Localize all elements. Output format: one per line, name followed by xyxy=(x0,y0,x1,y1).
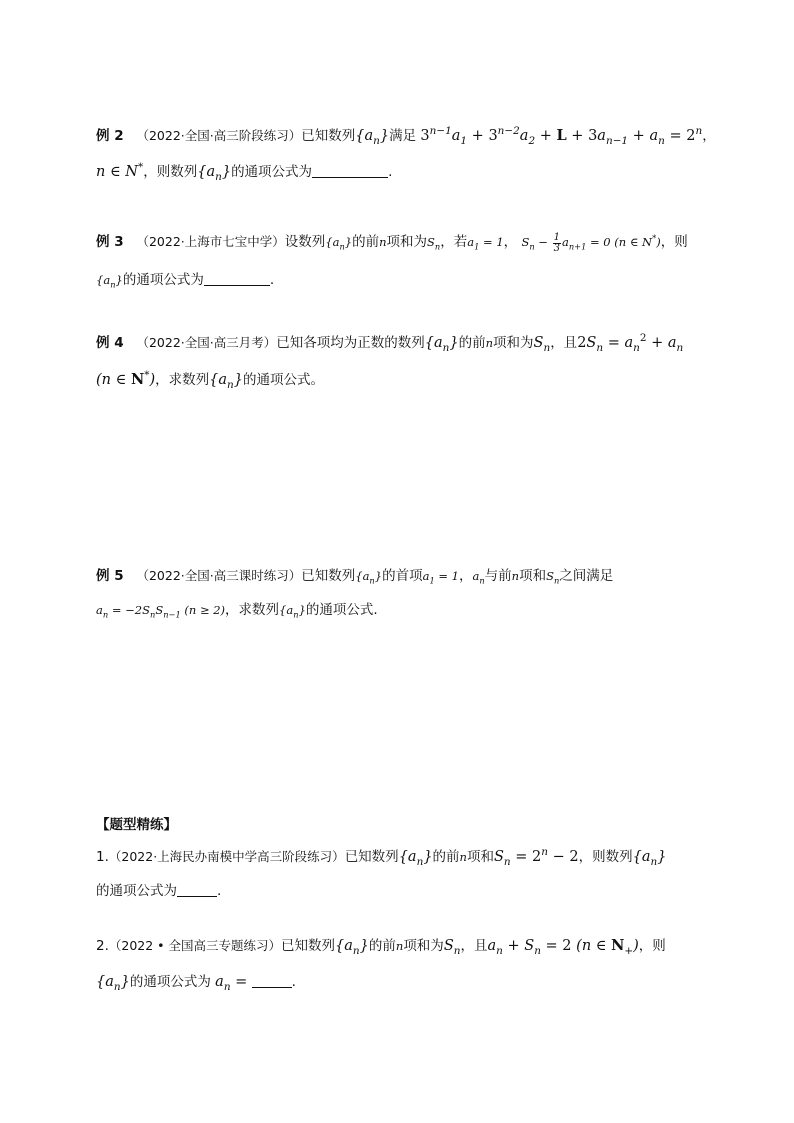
sequence-symbol: $\{a_n\}$ xyxy=(424,335,459,354)
variable-n: n xyxy=(485,336,494,350)
stem-text: 的通项公式为 xyxy=(129,974,211,990)
stem-text: 的前 xyxy=(458,335,486,351)
stem-text: 项和 xyxy=(466,849,494,865)
sequence-symbol: $\{a_n\}$ xyxy=(209,372,243,391)
comma: ， xyxy=(458,568,473,584)
sum-symbol: $S_n$ xyxy=(427,235,441,252)
example-3-line-1 xyxy=(96,232,688,254)
stem-text: 的通项公式为 xyxy=(231,164,313,180)
stem-text: 项和为 xyxy=(386,234,428,250)
stem-text: 设数列 xyxy=(284,234,326,250)
exercise-number: 1. xyxy=(96,849,109,865)
example-2-line-2 xyxy=(96,162,392,182)
example-2-line-1 xyxy=(96,126,716,146)
sequence-symbol: $\{a_n\}$ xyxy=(96,273,123,290)
variable-n: n xyxy=(395,939,404,953)
sum-symbol: $S_n$ xyxy=(533,335,551,354)
relation-formula: $a_n = -2S_nS_{n-1}$ (n ≥ 2) xyxy=(96,603,226,620)
stem-text: 的前 xyxy=(352,234,380,250)
stem-text: 满足 xyxy=(389,128,417,144)
example-3-line-2 xyxy=(96,270,274,290)
exercise-2-line-1 xyxy=(96,936,666,956)
stem-text: 的通项公式为 xyxy=(96,883,177,899)
sequence-symbol: $\{a_n\}$ xyxy=(355,128,390,147)
stem-text: 已知数列 xyxy=(301,128,356,144)
stem-text: ，则数列 xyxy=(578,849,633,865)
example-source: （2022·上海市七宝中学） xyxy=(136,234,285,249)
sequence-symbol: $\{a_n\}$ xyxy=(335,938,369,957)
period: . xyxy=(269,272,275,288)
stem-text: ，则数列 xyxy=(143,164,198,180)
sequence-symbol: $\{a_n\}$ xyxy=(325,235,353,252)
exercise-1-line-1 xyxy=(96,847,666,867)
sequence-symbol: $\{a_n\}$ xyxy=(197,164,232,183)
recurrence-formula: $3^{n-1}a_1 + 3^{n-2}a_2 + L + 3a_{n-1} + a_n = 2^n$ xyxy=(420,125,703,147)
variable-n: n xyxy=(511,569,520,583)
stem-text: 的前 xyxy=(368,938,396,954)
general-term: $a_n$ = xyxy=(215,974,248,993)
comma: ， xyxy=(503,234,518,250)
stem-text: ，且 xyxy=(550,335,578,351)
exercise-1-line-2 xyxy=(96,881,221,901)
sum-formula: $S_n = 2^n - 2$ xyxy=(493,846,579,868)
variable-n: n xyxy=(379,235,387,249)
stem-text: ，求数列 xyxy=(155,372,210,388)
example-5-line-2 xyxy=(96,600,378,620)
example-source: （2022·全国·高三阶段练习） xyxy=(136,128,302,143)
example-4-line-1 xyxy=(96,333,683,353)
sequence-symbol: $\{a_n\}$ xyxy=(355,569,383,586)
stem-text: 项和为 xyxy=(493,335,534,351)
stem-text: 已知数列 xyxy=(344,849,399,865)
example-label: 例 5 xyxy=(96,568,124,584)
relation-formula: $a_n + S_n = 2$ (n ∈ $N_+$) xyxy=(487,937,639,957)
stem-text: 的首项 xyxy=(382,568,423,584)
stem-text: 的通项公式。 xyxy=(242,372,324,388)
example-source: （2022·全国·高三月考） xyxy=(136,335,277,350)
answer-blank[interactable] xyxy=(252,973,292,988)
stem-text: 与前 xyxy=(484,568,512,584)
period: . xyxy=(217,883,222,899)
stem-text: ， xyxy=(702,128,716,144)
stem-text: ，则 xyxy=(660,234,688,250)
initial-term: $a_1 = 1$ xyxy=(467,235,504,252)
answer-blank[interactable] xyxy=(177,882,217,897)
example-label: 例 3 xyxy=(96,234,124,250)
stem-text: 已知数列 xyxy=(281,938,336,954)
answer-blank[interactable] xyxy=(312,163,388,178)
relation-formula: $2S_n = a_n^2 + a_n$ xyxy=(577,332,684,354)
stem-text: 的通项公式为 xyxy=(122,272,204,288)
example-label: 例 4 xyxy=(96,335,124,351)
stem-text: 项和为 xyxy=(403,938,444,954)
stem-text: 已知各项均为正数的数列 xyxy=(276,335,425,351)
stem-text: 的前 xyxy=(432,849,460,865)
stem-text: ，若 xyxy=(440,234,468,250)
stem-text: 项和 xyxy=(519,568,547,584)
example-source: （2022·全国·高三课时练习） xyxy=(136,568,302,583)
initial-term: $a_1 = 1$ xyxy=(422,569,459,586)
section-title: 【题型精练】 xyxy=(96,817,177,833)
example-4-line-2 xyxy=(96,370,324,390)
example-5-line-1 xyxy=(96,566,613,586)
stem-text: 已知数列 xyxy=(301,568,356,584)
variable-n: n xyxy=(459,850,467,864)
sequence-symbol: $\{a_n\}$ xyxy=(96,974,130,993)
period: . xyxy=(388,164,393,180)
domain-condition: (n ∈ N*) xyxy=(96,369,156,388)
stem-text: 之间满足 xyxy=(559,568,614,584)
stem-text: 的通项公式. xyxy=(305,602,378,618)
answer-blank[interactable] xyxy=(204,271,270,286)
domain-condition: n ∈ N* xyxy=(96,161,144,180)
recurrence-formula: $S_n$ − $\frac{1}{3}$ $a_{n+1} = 0$ (n ∈ N*) xyxy=(521,231,661,254)
stem-text: ，求数列 xyxy=(225,602,280,618)
exercise-source: （2022·上海民办南模中学高三阶段练习） xyxy=(108,849,345,864)
term-symbol: $a_n$ xyxy=(472,569,485,586)
exercise-2-line-2 xyxy=(96,972,296,992)
sum-symbol: $S_n$ xyxy=(443,938,461,957)
stem-text: ，则 xyxy=(638,938,666,954)
example-label: 例 2 xyxy=(96,128,124,144)
stem-text: ，且 xyxy=(460,938,488,954)
exercise-source: （2022 • 全国高三专题练习） xyxy=(108,938,282,953)
sum-symbol: $S_n$ xyxy=(546,569,560,586)
sequence-symbol: $\{a_n\}$ xyxy=(398,849,433,868)
sequence-symbol: $\{a_n\}$ xyxy=(279,603,306,620)
exercise-number: 2. xyxy=(96,938,109,954)
period: . xyxy=(291,974,296,990)
sequence-symbol: $\{a_n\}$ xyxy=(632,849,667,868)
